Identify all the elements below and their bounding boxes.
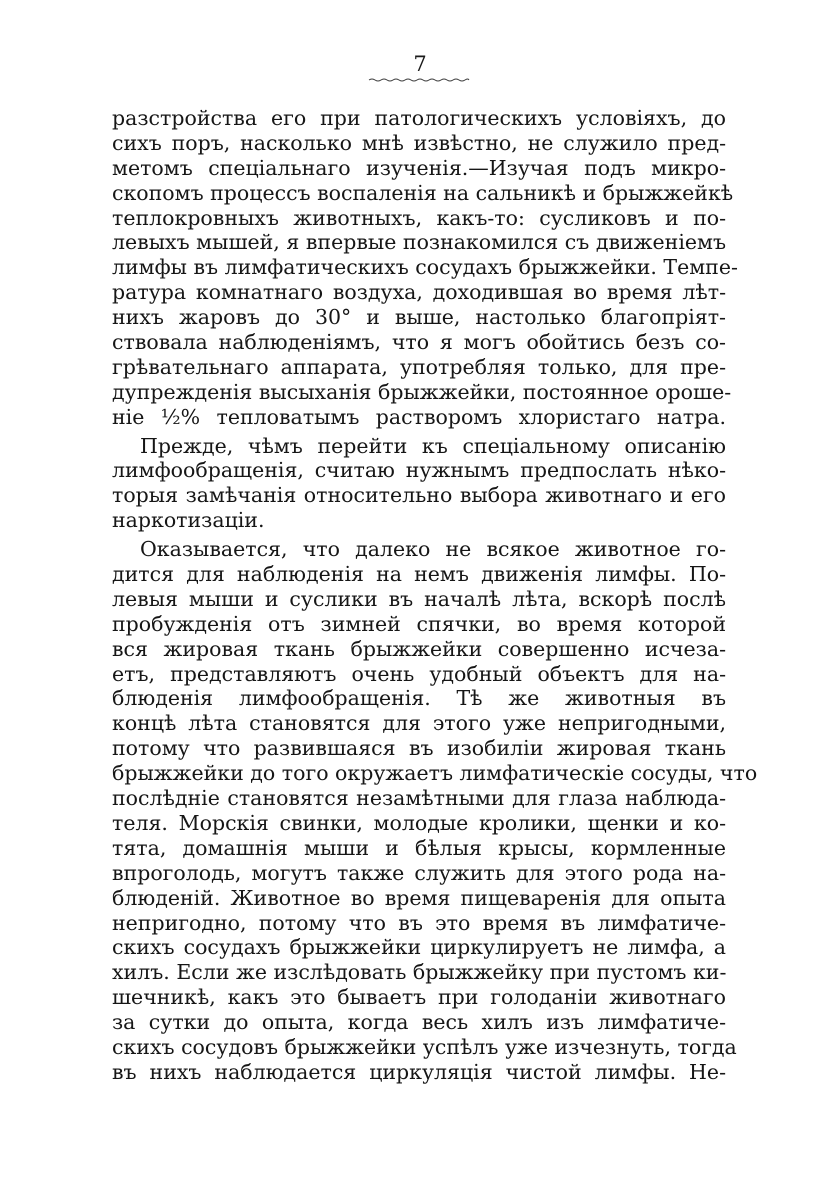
- text-line: блюденія лимфообращенія. Тѣ же животныя въ: [112, 686, 726, 711]
- text-line: непригодно, потому что въ это время въ лимфатиче-: [112, 910, 726, 935]
- body-text: [112, 106, 758, 1085]
- text-line: лимфы въ лимфатическихъ сосудахъ брыжжейки. Темпе-: [112, 255, 738, 280]
- text-line: хилъ. Если же изслѣдовать брыжжейку при пустомъ ки-: [112, 960, 727, 985]
- text-line: въ нихъ наблюдается циркуляція чистой лимфы. Не-: [112, 1059, 726, 1084]
- text-line: Оказывается, что далеко не всякое животное го-: [140, 537, 726, 562]
- text-line: блюденій. Животное во время пищеваренія для опыта: [112, 885, 726, 910]
- text-line: скопомъ процессъ воспаленія на сальникѣ и брыжжейкѣ: [112, 180, 734, 205]
- text-line: дится для наблюденія на немъ движенія лимфы. По-: [112, 562, 726, 587]
- text-line: пробужденія отъ зимней спячки, во время которой: [112, 611, 726, 636]
- page-number: 7: [413, 52, 427, 76]
- text-line: скихъ сосудахъ брыжжейки циркулируетъ не лимфа, а: [112, 935, 726, 960]
- text-line: наркотизаціи.: [112, 508, 265, 533]
- text-line: скихъ сосудовъ брыжжейки успѣлъ уже изчезнуть, тогда: [112, 1034, 737, 1059]
- text-line: теплокровныхъ животныхъ, какъ-то: сусликовъ и по-: [112, 205, 726, 230]
- text-line: шечникѣ, какъ это бываетъ при голоданіи животнаго: [112, 985, 726, 1010]
- text-line: теля. Морскія свинки, молодые кролики, щенки и ко-: [112, 810, 726, 835]
- text-line: брыжжейки до того окружаетъ лимфатическіе сосуды, что: [112, 761, 758, 786]
- text-line: разстройства его при патологическихъ условіяхъ, до: [112, 106, 726, 130]
- text-line: Прежде, чѣмъ перейти къ спеціальному описанію: [140, 433, 726, 458]
- text-line: впроголодь, могутъ также служить для этого рода на-: [112, 860, 726, 885]
- text-line: послѣдніе становятся незамѣтными для глаза наблюда-: [112, 786, 726, 811]
- text-line: етъ, представляютъ очень удобный объектъ для на-: [112, 661, 726, 686]
- text-line: метомъ спеціальнаго изученія.—Изучая подъ микро-: [112, 155, 726, 180]
- text-line: концѣ лѣта становятся для этого уже непригодными,: [112, 711, 726, 736]
- text-line: тята, домашнія мыши и бѣлыя крысы, кормленные: [112, 835, 726, 860]
- text-line: нихъ жаровъ до 30° и выше, настолько благопріят-: [112, 305, 726, 330]
- text-line: сихъ поръ, насколько мнѣ извѣстно, не служило пред-: [112, 130, 726, 155]
- text-line: левыя мыши и суслики въ началѣ лѣта, вскорѣ послѣ: [112, 586, 726, 611]
- text-line: лимфообращенія, считаю нужнымъ предпослать нѣко-: [112, 458, 726, 483]
- text-line: левыхъ мышей, я впервые познакомился съ движеніемъ: [112, 230, 726, 255]
- text-line: грѣвательнаго аппарата, употребляя только, для пре-: [112, 354, 726, 379]
- text-line: ствовала наблюденіямъ, что я могъ обойтись безъ со-: [112, 330, 726, 355]
- text-line: дупрежденія высыханія брыжжейки, постоянное ороше-: [112, 379, 732, 404]
- text-line: ратура комнатнаго воздуха, доходившая во время лѣт-: [112, 280, 726, 305]
- text-line: за сутки до опыта, когда весь хилъ изъ лимфатиче-: [112, 1010, 726, 1035]
- text-line: вся жировая ткань брыжжейки совершенно исчеза-: [112, 636, 726, 661]
- header-ornament-rule: [368, 77, 470, 83]
- text-line: потому что развившаяся въ изобиліи жировая ткань: [112, 736, 726, 761]
- text-line: ніе ½% тепловатымъ растворомъ хлористаго натра.: [112, 404, 726, 429]
- text-line: торыя замѣчанія относительно выбора животнаго и его: [112, 483, 726, 508]
